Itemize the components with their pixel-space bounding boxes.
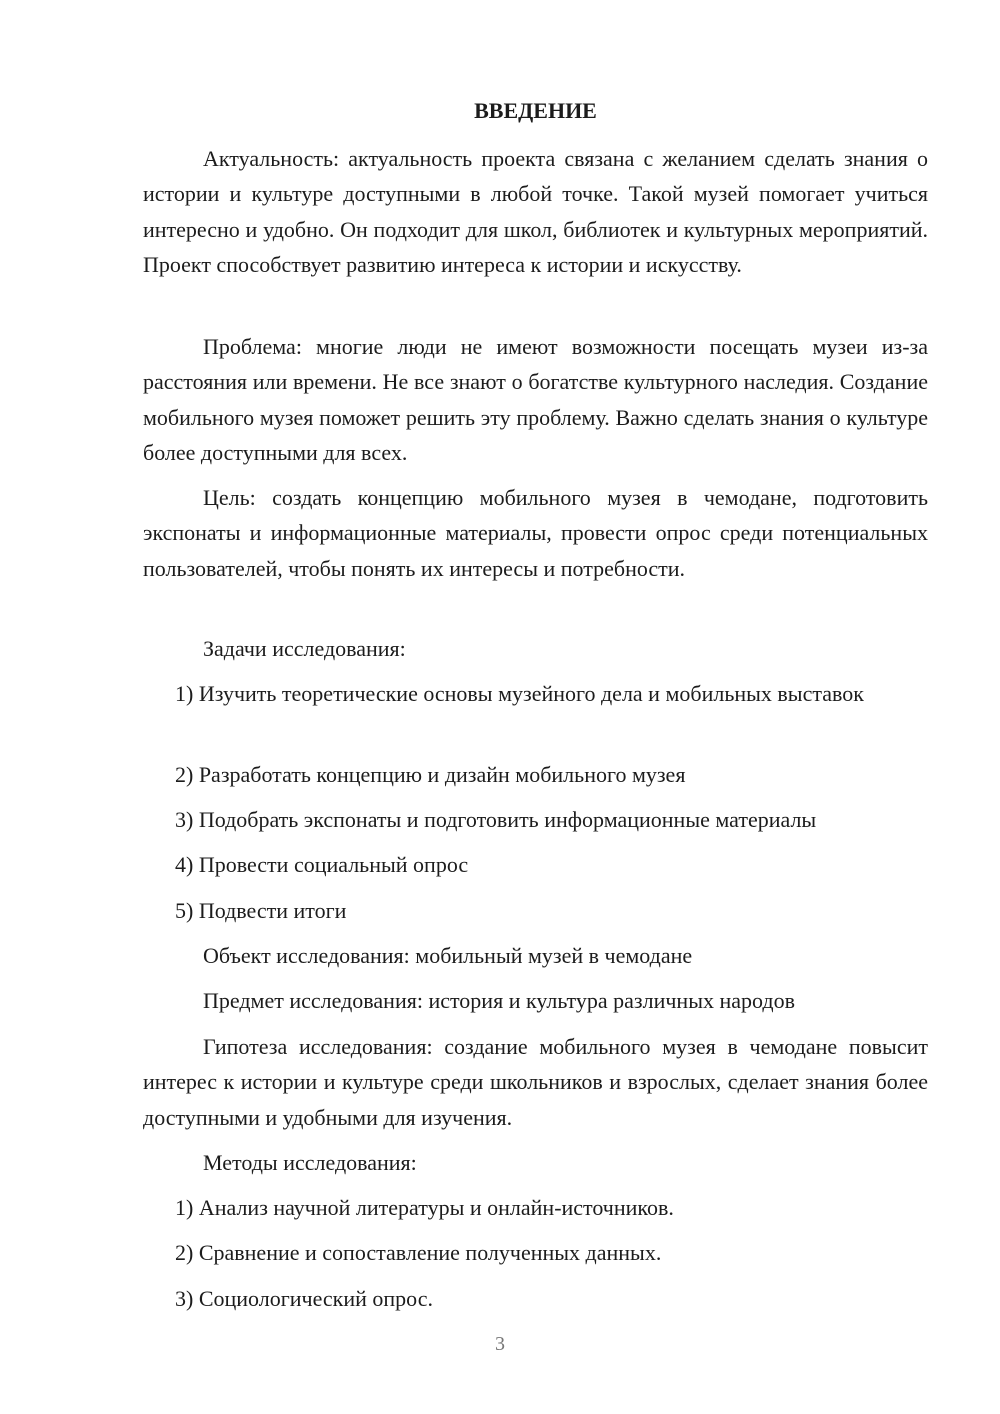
task-item-4: 4) Провести социальный опрос bbox=[175, 852, 469, 877]
task-item-5: 5) Подвести итоги bbox=[175, 898, 347, 923]
tasks-heading: Задачи исследования: bbox=[203, 636, 406, 661]
method-item-1: 1) Анализ научной литературы и онлайн-источников. bbox=[175, 1195, 674, 1220]
methods-heading: Методы исследования: bbox=[203, 1150, 417, 1175]
task-item-2: 2) Разработать концепцию и дизайн мобильного музея bbox=[175, 762, 686, 787]
goal-paragraph: Цель: создать концепцию мобильного музея в чемодане, подготовить экспонаты и информационные материалы, провести опрос среди потенциальных пользователей, чтобы понять их интересы и потребности. bbox=[143, 485, 928, 581]
page-title: ВВЕДЕНИЕ bbox=[474, 98, 597, 123]
hypothesis-paragraph: Гипотеза исследования: создание мобильного музея в чемодане повысит интерес к истории и культуре среди школьников и взрослых, сделает знания более доступными и удобными для изучения. bbox=[143, 1034, 928, 1130]
page-number: 3 bbox=[495, 1333, 505, 1355]
task-item-1: 1) Изучить теоретические основы музейного дела и мобильных выставок bbox=[175, 681, 864, 706]
method-item-3: 3) Социологический опрос. bbox=[175, 1286, 433, 1311]
object-paragraph: Объект исследования: мобильный музей в чемодане bbox=[203, 943, 693, 968]
subject-paragraph: Предмет исследования: история и культура различных народов bbox=[203, 988, 795, 1013]
relevance-paragraph: Актуальность: актуальность проекта связана с желанием сделать знания о истории и культуре доступными в любой точке. Такой музей помогает учиться интересно и удобно. Он подходит для школ, библиотек и культурных мероприятий. Проект способствует развитию интереса к истории и искусству. bbox=[143, 146, 928, 277]
problem-paragraph: Проблема: многие люди не имеют возможности посещать музеи из-за расстояния или времени. Не все знают о богатстве культурного наследия. Создание мобильного музея поможет решить эту проблему. Важно сделать знания о культуре более доступными для всех. bbox=[143, 334, 928, 465]
method-item-2: 2) Сравнение и сопоставление полученных данных. bbox=[175, 1240, 662, 1265]
task-item-3: 3) Подобрать экспонаты и подготовить информационные материалы bbox=[175, 807, 817, 832]
